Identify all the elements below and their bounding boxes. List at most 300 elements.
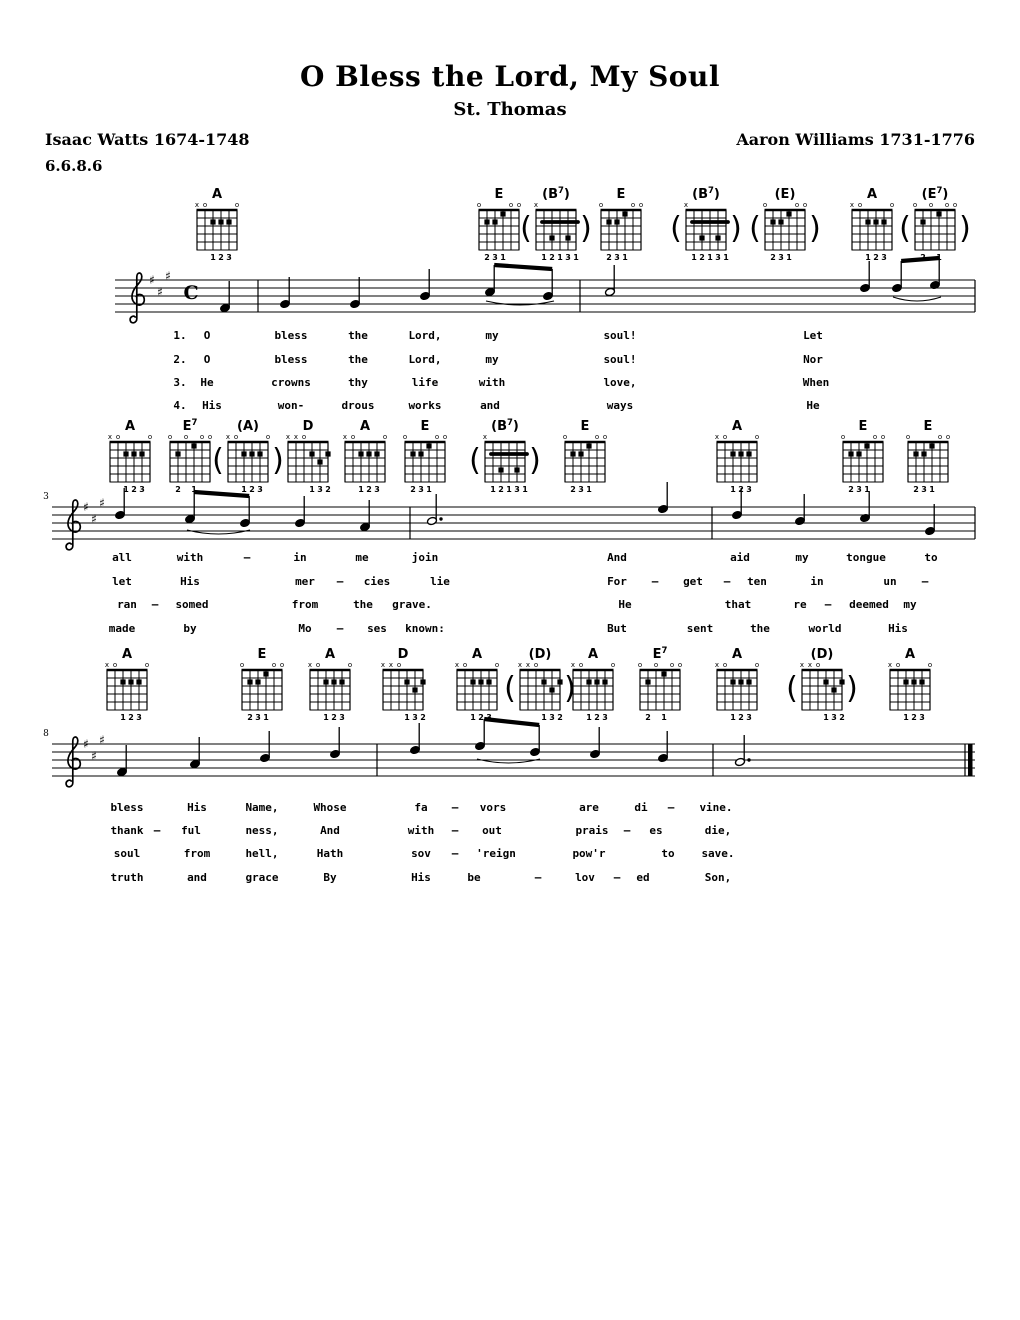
open-string-marker: o	[207, 433, 213, 441]
finger-number: 3	[881, 253, 887, 262]
finger-number: 1	[586, 485, 592, 494]
lyrics-line	[0, 575, 1020, 589]
sharp-sign: ♯	[99, 733, 105, 747]
open-string-marker: o	[516, 201, 522, 209]
open-string-marker: o	[815, 661, 821, 669]
chord-label: E	[257, 647, 267, 662]
finger-number: 1	[903, 713, 909, 722]
open-string-marker: o	[677, 661, 683, 669]
lyric-word: ways	[606, 399, 634, 412]
lyric-word: Name,	[245, 801, 279, 814]
finger-number: 1	[723, 253, 729, 262]
finger-number: 2	[873, 253, 879, 262]
finger-number: 3	[255, 713, 261, 722]
lyric-word: the	[353, 598, 373, 611]
lyric-word: that	[724, 598, 752, 611]
finger-number: 1	[323, 713, 329, 722]
open-string-marker: o	[653, 661, 659, 669]
lyric-word: fa	[414, 801, 428, 814]
finger-number: 3	[374, 485, 380, 494]
finger-number: 1	[309, 485, 315, 494]
open-string-marker: o	[598, 201, 604, 209]
lyric-word: vors	[479, 801, 507, 814]
lyric-word: in	[293, 551, 307, 564]
finger-number: 2	[325, 485, 331, 494]
paren-left: (	[670, 211, 682, 246]
lyric-word: thank	[110, 824, 144, 837]
finger-number: 3	[614, 253, 620, 262]
lyric-word: save.	[701, 847, 735, 860]
open-string-marker: o	[183, 433, 189, 441]
lyricist-credit: Isaac Watts 1674-1748	[45, 130, 250, 149]
muted-string-marker: x	[799, 661, 805, 669]
open-string-marker: o	[265, 433, 271, 441]
open-string-marker: o	[233, 433, 239, 441]
lyric-word: with	[478, 376, 506, 389]
paren-right: )	[809, 211, 821, 246]
lyric-word: es	[649, 824, 663, 837]
lyric-word: with	[176, 551, 204, 564]
chord-label: $(B^7)$	[491, 418, 519, 434]
lyric-word: His	[187, 801, 207, 814]
lyrics-line	[0, 329, 1020, 343]
finger-number: 2	[770, 253, 776, 262]
lyric-word: grace	[245, 871, 279, 884]
finger-number: 2	[218, 253, 224, 262]
lyric-word: Whose	[313, 801, 347, 814]
lyric-word: And	[320, 824, 340, 837]
sharp-sign: ♯	[157, 285, 163, 299]
lyric-word: lov	[575, 871, 595, 884]
finger-number: 1	[622, 253, 628, 262]
lyrics-line	[0, 801, 1020, 815]
lyric-word: He	[618, 598, 632, 611]
lyric-word: thy	[348, 376, 368, 389]
lyric-word: pow'r	[572, 847, 606, 860]
paren-left: (	[786, 671, 798, 706]
sharp-sign: ♯	[83, 737, 89, 751]
finger-number: 2	[498, 485, 504, 494]
finger-number: 1	[586, 713, 592, 722]
open-string-marker: o	[927, 661, 933, 669]
finger-number: 2	[594, 713, 600, 722]
lyric-word: His	[202, 399, 222, 412]
open-string-marker: o	[945, 433, 951, 441]
open-string-marker: o	[147, 433, 153, 441]
lyric-word: His	[888, 622, 908, 635]
muted-string-marker: x	[194, 201, 200, 209]
chord-label: (D)	[528, 647, 552, 662]
lyric-word: soul!	[603, 353, 637, 366]
lyric-word: Lord,	[408, 353, 442, 366]
lyric-word: bless	[274, 353, 308, 366]
finger-number: 1	[730, 713, 736, 722]
lyric-word: by	[183, 622, 197, 635]
lyric-word: –	[336, 622, 344, 635]
lyric-word: to	[924, 551, 938, 564]
finger-number: 2	[911, 713, 917, 722]
lyric-word: –	[613, 871, 621, 884]
lyric-word: bless	[274, 329, 308, 342]
chord-label: A	[904, 647, 916, 662]
finger-number: 3	[549, 713, 555, 722]
chord-label: $E^7$	[182, 418, 198, 434]
finger-number: 1	[823, 713, 829, 722]
lyric-word: works	[408, 399, 442, 412]
finger-number: 1	[522, 485, 528, 494]
chord-label: E	[580, 419, 590, 434]
muted-string-marker: x	[525, 661, 531, 669]
lyric-word: with	[407, 824, 435, 837]
lyric-word: Lord,	[408, 329, 442, 342]
chord-label: A	[121, 647, 133, 662]
lyric-word: cies	[363, 575, 391, 588]
finger-number: 1	[864, 485, 870, 494]
finger-number: 1	[123, 485, 129, 494]
muted-string-marker: x	[887, 661, 893, 669]
paren-left: (	[899, 211, 911, 246]
open-string-marker: o	[928, 201, 934, 209]
muted-string-marker: x	[342, 433, 348, 441]
chord-label: E	[858, 419, 868, 434]
lyric-word: love,	[603, 376, 637, 389]
lyric-word: my	[485, 353, 499, 366]
finger-number: 3	[778, 253, 784, 262]
finger-number: 1	[730, 485, 736, 494]
lyric-word: the	[348, 353, 368, 366]
finger-number: 1	[120, 713, 126, 722]
lyric-word: 4.	[173, 399, 187, 412]
chord-label: A	[471, 647, 483, 662]
chord-label: $(B^7)$	[692, 186, 720, 202]
finger-number: 1	[241, 485, 247, 494]
finger-number: 3	[602, 713, 608, 722]
lyric-word: drous	[341, 399, 375, 412]
lyric-word: truth	[110, 871, 144, 884]
lyric-word: the	[348, 329, 368, 342]
finger-number: 3	[257, 485, 263, 494]
lyric-word: –	[243, 551, 251, 564]
finger-number: 3	[317, 485, 323, 494]
open-string-marker: o	[754, 661, 760, 669]
muted-string-marker: x	[104, 661, 110, 669]
chord-label: E	[420, 419, 430, 434]
lyric-word: and	[480, 399, 500, 412]
muted-string-marker: x	[107, 433, 113, 441]
open-string-marker: o	[630, 201, 636, 209]
finger-number: 3	[578, 485, 584, 494]
lyrics-line	[0, 622, 1020, 636]
lyric-word: bless	[110, 801, 144, 814]
paren-right: )	[564, 671, 576, 706]
lyric-word: get	[683, 575, 703, 588]
lyric-word: –	[534, 871, 542, 884]
lyrics-line	[0, 551, 1020, 565]
paren-left: (	[469, 443, 481, 478]
lyric-word: By	[323, 871, 337, 884]
lyric-word: Nor	[803, 353, 823, 366]
open-string-marker: o	[271, 661, 277, 669]
open-string-marker: o	[396, 661, 402, 669]
measure-number: 8	[43, 729, 49, 739]
chord-label: A	[587, 647, 599, 662]
lyric-word: my	[795, 551, 809, 564]
lyric-word: the	[750, 622, 770, 635]
open-string-marker: o	[350, 433, 356, 441]
lyric-word: Mo	[298, 622, 312, 635]
finger-number: 2	[549, 253, 555, 262]
open-string-marker: o	[301, 433, 307, 441]
chord-label: A	[731, 419, 743, 434]
lyric-word: –	[451, 801, 459, 814]
muted-string-marker: x	[849, 201, 855, 209]
lyric-word: –	[451, 824, 459, 837]
lyric-word: mer	[295, 575, 315, 588]
finger-number: 1	[557, 253, 563, 262]
lyric-word: sent	[686, 622, 714, 635]
chord-label: A	[866, 187, 878, 202]
paren-right: )	[959, 211, 971, 246]
muted-string-marker: x	[285, 433, 291, 441]
chord-label: A	[211, 187, 223, 202]
paren-left: (	[520, 211, 532, 246]
lyrics-line	[0, 376, 1020, 390]
chord-label: $(B^7)$	[542, 186, 570, 202]
muted-string-marker: x	[517, 661, 523, 669]
open-string-marker: o	[442, 433, 448, 441]
sharp-sign: ♯	[83, 500, 89, 514]
finger-number: 3	[514, 485, 520, 494]
open-string-marker: o	[944, 201, 950, 209]
lyric-word: sov	[411, 847, 431, 860]
lyric-word: won-	[277, 399, 305, 412]
muted-string-marker: x	[380, 661, 386, 669]
lyric-word: re	[793, 598, 807, 611]
finger-number: 3	[226, 253, 232, 262]
lyric-word: lie	[430, 575, 450, 588]
open-string-marker: o	[762, 201, 768, 209]
muted-string-marker: x	[533, 201, 539, 209]
finger-number: 3	[339, 713, 345, 722]
open-string-marker: o	[722, 433, 728, 441]
lyrics-line	[0, 824, 1020, 838]
open-string-marker: o	[857, 201, 863, 209]
lyric-word: all	[112, 551, 132, 564]
finger-number: 1	[500, 253, 506, 262]
lyric-word: ful	[181, 824, 201, 837]
open-string-marker: o	[508, 201, 514, 209]
lyric-word: O	[203, 329, 211, 342]
finger-number: 2	[606, 253, 612, 262]
open-string-marker: o	[638, 201, 644, 209]
open-string-marker: o	[202, 201, 208, 209]
lyric-word: out	[482, 824, 502, 837]
lyric-word: hell,	[245, 847, 279, 860]
page-title: O Bless the Lord, My Soul	[300, 60, 720, 93]
paren-right: )	[846, 671, 858, 706]
finger-number: 2	[913, 485, 919, 494]
open-string-marker: o	[112, 661, 118, 669]
finger-number: 1	[865, 253, 871, 262]
finger-number: 2	[128, 713, 134, 722]
lyric-word: Let	[803, 329, 823, 342]
finger-number: 2	[645, 713, 651, 722]
lyric-word: –	[151, 598, 159, 611]
lyric-word: un	[883, 575, 897, 588]
chord-label: (D)	[810, 647, 834, 662]
finger-number: 3	[139, 485, 145, 494]
lyric-word: di	[634, 801, 648, 814]
open-string-marker: o	[840, 433, 846, 441]
paren-left: (	[212, 443, 224, 478]
paren-left: (	[749, 211, 761, 246]
lyric-word: –	[651, 575, 659, 588]
lyric-word: soul!	[603, 329, 637, 342]
finger-number: 3	[856, 485, 862, 494]
finger-number: 3	[831, 713, 837, 722]
lyric-word: are	[579, 801, 599, 814]
chord-label: $(E^7)$	[921, 186, 949, 202]
lyric-word: –	[723, 575, 731, 588]
open-string-marker: o	[494, 661, 500, 669]
open-string-marker: o	[802, 201, 808, 209]
open-string-marker: o	[754, 433, 760, 441]
finger-number: 1	[404, 713, 410, 722]
finger-number: 3	[746, 713, 752, 722]
open-string-marker: o	[144, 661, 150, 669]
paren-right: )	[580, 211, 592, 246]
muted-string-marker: x	[482, 433, 488, 441]
lyric-word: 3.	[173, 376, 187, 389]
chord-label: A	[124, 419, 136, 434]
lyric-word: known:	[405, 622, 445, 635]
muted-string-marker: x	[714, 433, 720, 441]
lyric-word: in	[810, 575, 824, 588]
muted-string-marker: x	[570, 661, 576, 669]
finger-number: 1	[191, 485, 197, 494]
lyric-word: His	[180, 575, 200, 588]
open-string-marker: o	[602, 433, 608, 441]
finger-number: 2	[420, 713, 426, 722]
open-string-marker: o	[880, 433, 886, 441]
finger-number: 2	[175, 485, 181, 494]
finger-number: 1	[661, 713, 667, 722]
lyric-word: world	[808, 622, 842, 635]
open-string-marker: o	[347, 661, 353, 669]
lyric-word: –	[153, 824, 161, 837]
finger-number: 3	[921, 485, 927, 494]
lyrics-line	[0, 871, 1020, 885]
open-string-marker: o	[533, 661, 539, 669]
finger-number: 2	[249, 485, 255, 494]
lyric-word: –	[623, 824, 631, 837]
lyric-word: life	[411, 376, 439, 389]
open-string-marker: o	[402, 433, 408, 441]
lyric-word: join	[411, 551, 439, 564]
chord-label: A	[324, 647, 336, 662]
muted-string-marker: x	[225, 433, 231, 441]
lyric-word: 'reign	[476, 847, 516, 860]
finger-number: 1	[426, 485, 432, 494]
open-string-marker: o	[476, 201, 482, 209]
finger-number: 1	[263, 713, 269, 722]
lyric-word: And	[607, 551, 627, 564]
muted-string-marker: x	[293, 433, 299, 441]
lyric-word: aid	[730, 551, 750, 564]
lyric-word: tongue	[846, 551, 886, 564]
paren-right: )	[730, 211, 742, 246]
open-string-marker: o	[637, 661, 643, 669]
sharp-sign: ♯	[149, 273, 155, 287]
lyric-word: He	[806, 399, 820, 412]
lyric-word: Hath	[316, 847, 344, 860]
open-string-marker: o	[315, 661, 321, 669]
finger-number: 2	[738, 485, 744, 494]
composer-credit: Aaron Williams 1731-1776	[736, 130, 975, 149]
sharp-sign: ♯	[165, 269, 171, 283]
open-string-marker: o	[434, 433, 440, 441]
finger-number: 1	[573, 253, 579, 262]
finger-number: 1	[541, 713, 547, 722]
finger-number: 2	[557, 713, 563, 722]
open-string-marker: o	[462, 661, 468, 669]
finger-number: 2	[920, 253, 926, 262]
open-string-marker: o	[234, 201, 240, 209]
chord-label: E	[923, 419, 933, 434]
time-signature: C	[183, 282, 199, 304]
paren-left: (	[504, 671, 516, 706]
open-string-marker: o	[794, 201, 800, 209]
chord-label: $E^7$	[652, 646, 668, 662]
lyric-word: ed	[636, 871, 650, 884]
open-string-marker: o	[905, 433, 911, 441]
finger-number: 2	[570, 485, 576, 494]
finger-number: 3	[746, 485, 752, 494]
finger-number: 3	[412, 713, 418, 722]
lyric-word: He	[200, 376, 214, 389]
chord-label: A	[359, 419, 371, 434]
paren-right: )	[272, 443, 284, 478]
lyric-word: my	[485, 329, 499, 342]
lyric-word: O	[203, 353, 211, 366]
open-string-marker: o	[912, 201, 918, 209]
lyric-word: vine.	[699, 801, 733, 814]
finger-number: 2	[331, 713, 337, 722]
open-string-marker: o	[594, 433, 600, 441]
open-string-marker: o	[279, 661, 285, 669]
lyric-word: 2.	[173, 353, 187, 366]
sharp-sign: ♯	[91, 749, 97, 763]
muted-string-marker: x	[454, 661, 460, 669]
chord-label: D	[397, 647, 409, 662]
finger-number: 2	[478, 713, 484, 722]
finger-number: 1	[210, 253, 216, 262]
measure-number: 3	[43, 492, 49, 502]
open-string-marker: o	[239, 661, 245, 669]
finger-number: 1	[936, 253, 942, 262]
finger-number: 1	[929, 485, 935, 494]
lyric-word: crowns	[271, 376, 311, 389]
finger-number: 2	[366, 485, 372, 494]
finger-number: 3	[492, 253, 498, 262]
finger-number: 2	[484, 253, 490, 262]
lyrics-line	[0, 399, 1020, 413]
chord-label: D	[302, 419, 314, 434]
lyric-word: –	[824, 598, 832, 611]
finger-number: 2	[839, 713, 845, 722]
lyric-word: –	[451, 847, 459, 860]
lyric-word: from	[183, 847, 211, 860]
